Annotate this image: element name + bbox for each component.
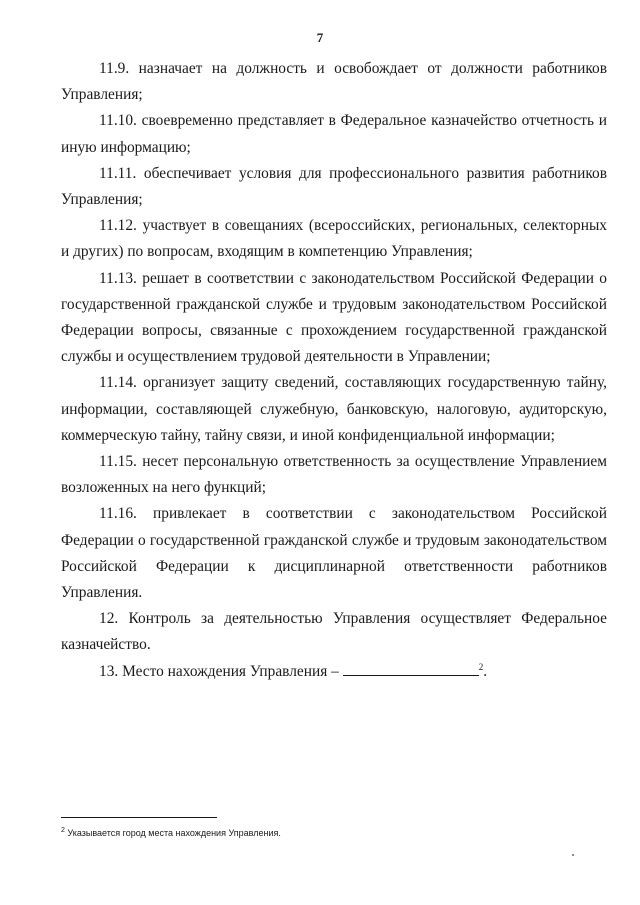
paragraph-12: 12. Контроль за деятельностью Управления осуществляет Федеральное казначейство. [61,610,607,654]
location-blank-line [343,661,479,676]
paragraph-11-9: 11.9. назначает на должность и освобождает от должности работников Управления; [61,60,607,104]
page-number: 7 [316,30,324,45]
paragraph-11-11: 11.11. обеспечивает условия для профессионального развития работников Управления; [61,164,607,209]
location-footnote-ref: 2 [478,661,484,672]
footnote-mark: 2 [61,827,65,834]
footnote [61,828,281,838]
paragraph-11-16: 11.16. привлекает в соответствии с законодательством Российской Федерации о государственной гражданской службе и трудовым законодательством Российской Федерации к дисциплинарной ответственности работников Управления. [61,505,607,602]
paragraph-11-10: 11.10. своевременно представляет в Федеральное казначейство отчетность и иную информацию; [61,112,607,156]
paragraph-11-13: 11.13. решает в соответствии с законодательством Российской Федерации о государственной гражданской службе и трудовым законодательством Российской Федерации вопросы, связанные с прохождением государственной гражданской службы и осуществлением трудовой деятельности в Управлении; [61,269,607,366]
footnote-text: Указывается город места нахождения Управления. [67,828,281,838]
paragraph-11-12: 11.12. участвует в совещаниях (всероссийских, региональных, селекторных и других) по вопросам, входящим в компетенцию Управления; [61,217,607,261]
paragraph-11-15: 11.15. несет персональную ответственность за осуществление Управлением возложенных на него функций; [61,453,607,497]
paragraph-11-14: 11.14. организует защиту сведений, составляющих государственную тайну, информации, составляющей служебную, банковскую, налоговую, аудиторскую, коммерческую тайну, тайну связи, и иной конфиденциальной информации; [61,374,607,444]
scan-artifact [572,854,574,856]
document-body [61,56,607,685]
location-end: . [483,662,488,680]
paragraph-13-location [61,659,607,685]
location-label: 13. Место нахождения Управления – [99,662,339,680]
footnote-separator [61,817,217,818]
